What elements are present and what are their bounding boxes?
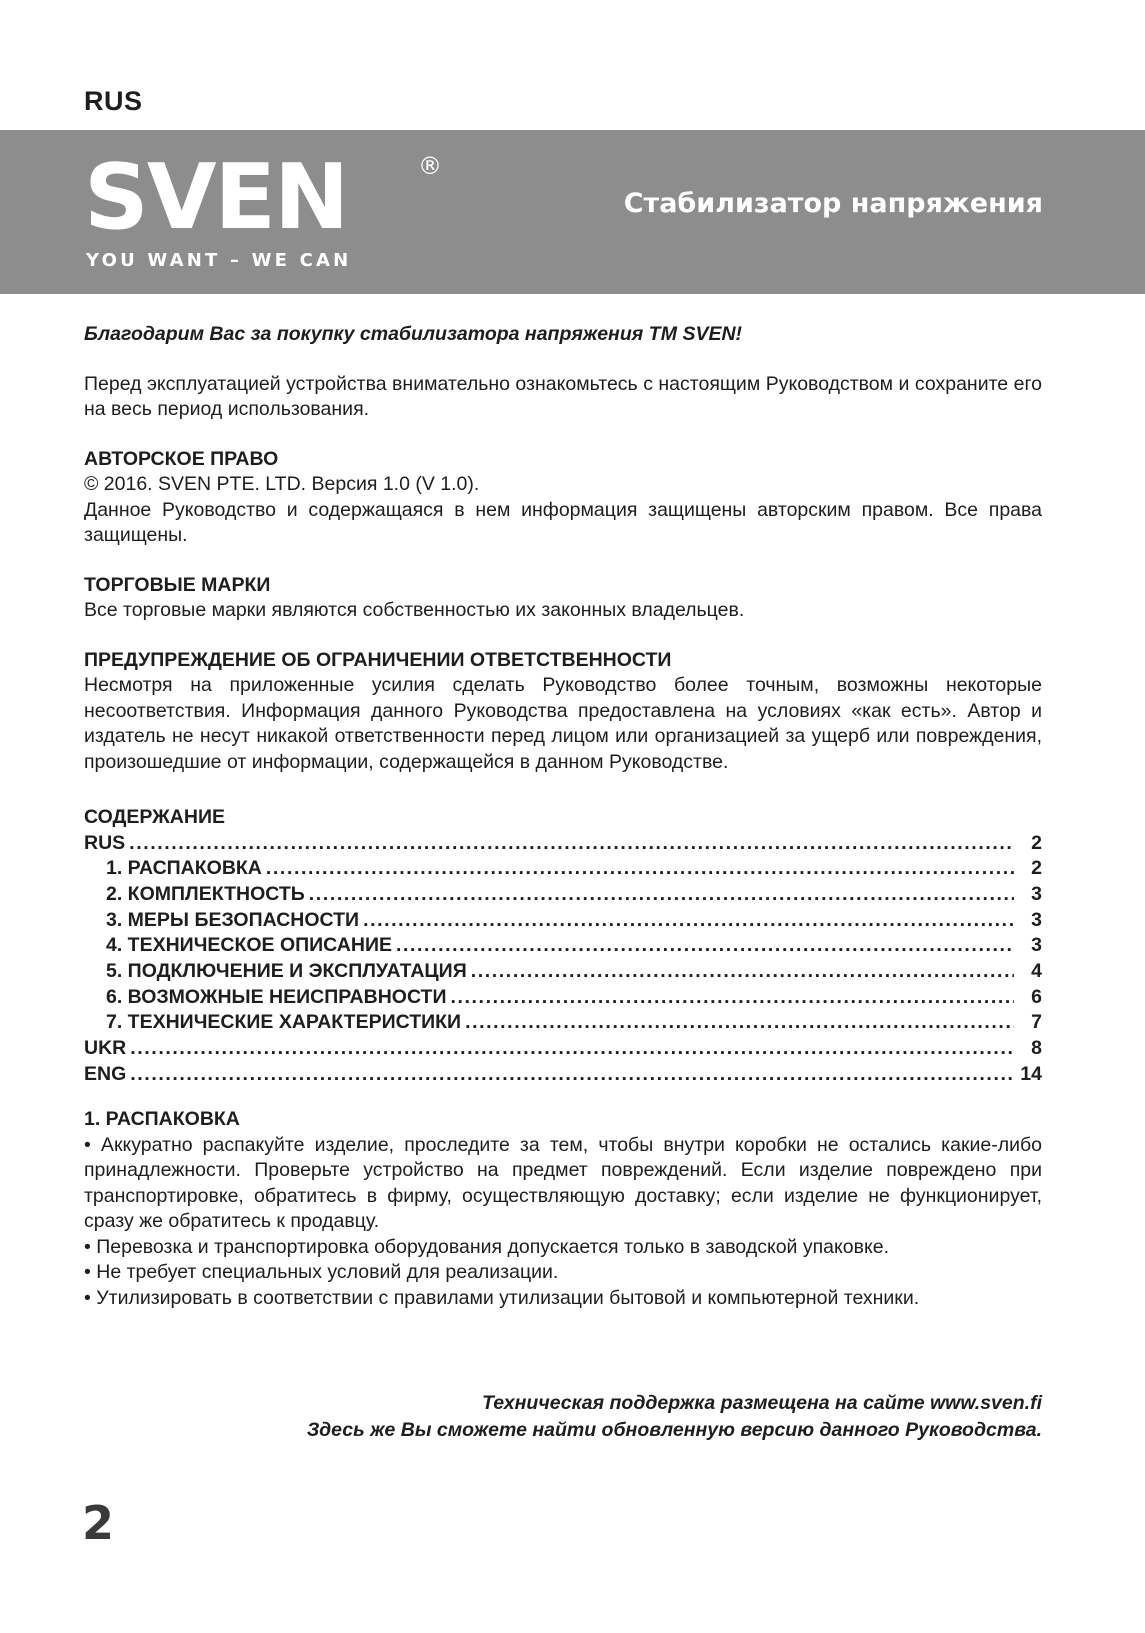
update-line: Здесь же Вы сможете найти обновленную версию данного Руководства.: [306, 1419, 1042, 1441]
toc-entry-label: 1. РАСПАКОВКА: [106, 857, 262, 880]
trademarks-heading: ТОРГОВЫЕ МАРКИ: [84, 573, 271, 596]
toc-entry[interactable]: [84, 985, 1042, 1011]
unpacking-bullet: • Аккуратно распакуйте изделие, проследите за тем, чтобы внутри коробки не остались какие-либо принадлежности. Проверьте устройство на предмет повреждений. Если изделие повреждено при транспортировке, обратитесь в фирму, осуществляющую доставку; если изделие не функционирует, сразу же обратитесь к продавцу.: [84, 1133, 1042, 1233]
unpacking-bullet: • Утилизировать в соответствии с правилами утилизации бытовой и компьютерной техники.: [84, 1286, 920, 1309]
toc-entry-page: 2: [1031, 831, 1042, 854]
copyright-section: [84, 447, 1042, 549]
toc-entry[interactable]: [84, 882, 1042, 908]
copyright-text: Данное Руководство и содержащаяся в нем информация защищены авторским правом. Все права защищены.: [84, 498, 1042, 546]
toc-entry-label: UKR: [84, 1037, 127, 1059]
toc-entry[interactable]: [84, 933, 1042, 959]
toc-entry-page: 7: [1031, 1011, 1042, 1034]
toc-entry-label: 4. ТЕХНИЧЕСКОЕ ОПИСАНИЕ: [106, 934, 392, 957]
support-line: Техническая поддержка размещена на сайте www.sven.fi: [482, 1392, 1042, 1414]
logo-wordmark: SVEN: [84, 145, 348, 250]
toc-entry-label: ENG: [84, 1062, 127, 1085]
toc-leader-dots: [465, 1010, 1014, 1036]
toc-entry-page: 3: [1031, 882, 1042, 905]
sven-logo: [84, 145, 444, 296]
toc-entry-page: 8: [1031, 1037, 1042, 1059]
toc-leader-dots: [129, 831, 1014, 857]
registered-mark: ®: [418, 152, 442, 180]
language-code: RUS: [84, 86, 143, 116]
thanks-text: Благодарим Вас за покупку стабилизатора напряжения ТМ SVEN!: [84, 323, 743, 345]
toc-entry[interactable]: [84, 1062, 1042, 1088]
toc-entry-page: 2: [1031, 857, 1042, 880]
toc-entry-page: 14: [1020, 1062, 1042, 1085]
toc-entry[interactable]: [84, 959, 1042, 985]
document-title: Стабилизатор напряжения: [623, 188, 1043, 219]
toc-leader-dots: [309, 882, 1014, 908]
intro-paragraph: Перед эксплуатацией устройства внимательно ознакомьтесь с настоящим Руководством и сохраните его на весь период использования.: [84, 372, 1042, 420]
trademarks-text: Все торговые марки являются собственностью их законных владельцев.: [84, 599, 745, 621]
toc-leader-dots: [266, 856, 1014, 882]
unpacking-bullet: • Перевозка и транспортировка оборудования допускается только в заводской упаковке.: [84, 1235, 889, 1258]
toc-entry[interactable]: [84, 831, 1042, 857]
unpacking-bullet: • Не требует специальных условий для реализации.: [84, 1261, 559, 1284]
table-of-contents: [84, 805, 1042, 1087]
toc-entry[interactable]: [84, 908, 1042, 934]
toc-entry-label: RUS: [84, 831, 126, 854]
toc-leader-dots: [396, 933, 1014, 959]
page-content: [84, 322, 1042, 1311]
copyright-version: © 2016. SVEN PTE. LTD. Версия 1.0 (V 1.0).: [84, 473, 480, 495]
disclaimer-heading: ПРЕДУПРЕЖДЕНИЕ ОБ ОГРАНИЧЕНИИ ОТВЕТСТВЕННОСТИ: [84, 648, 672, 671]
toc-leader-dots: [130, 1036, 1014, 1062]
support-footer: [307, 1390, 1042, 1444]
trademarks-section: [84, 573, 1042, 624]
disclaimer-section: [84, 648, 1042, 776]
toc-leader-dots: [450, 985, 1014, 1011]
unpacking-section: [84, 1107, 1042, 1311]
toc-entry-label: 7. ТЕХНИЧЕСКИЕ ХАРАКТЕРИСТИКИ: [106, 1011, 462, 1034]
unpacking-heading: 1. РАСПАКОВКА: [84, 1108, 240, 1131]
toc-entry[interactable]: [84, 1010, 1042, 1036]
toc-entry[interactable]: [84, 1036, 1042, 1062]
toc-leader-dots: [363, 908, 1014, 934]
toc-leader-dots: [471, 959, 1014, 985]
toc-entry-label: 3. МЕРЫ БЕЗОПАСНОСТИ: [106, 908, 360, 931]
toc-entry-label: 6. ВОЗМОЖНЫЕ НЕИСПРАВНОСТИ: [106, 985, 447, 1008]
toc-entry-label: 5. ПОДКЛЮЧЕНИЕ И ЭКСПЛУАТАЦИЯ: [106, 959, 467, 982]
toc-heading: СОДЕРЖАНИЕ: [84, 806, 225, 828]
disclaimer-text: Несмотря на приложенные усилия сделать Руководство более точным, возможны некоторые несоответствия. Информация данного Руководства предоставлена на условиях «как есть». Автор и издатель не несут никакой ответственности перед лицом или организацией за ущерб или повреждения, произошедшие от информации, содержащейся в данном Руководстве.: [84, 674, 1042, 773]
logo-tagline: YOU WANT – WE CAN: [86, 250, 352, 271]
toc-entry-page: 3: [1031, 908, 1042, 931]
toc-entry[interactable]: [84, 856, 1042, 882]
toc-entry-page: 4: [1031, 959, 1042, 982]
toc-entry-page: 3: [1031, 934, 1042, 957]
page-number: 2: [82, 1496, 115, 1550]
copyright-heading: АВТОРСКОЕ ПРАВО: [84, 447, 279, 470]
header-banner: [0, 130, 1145, 294]
toc-leader-dots: [130, 1062, 1014, 1088]
toc-entry-page: 6: [1031, 985, 1042, 1008]
toc-entry-label: 2. КОМПЛЕКТНОСТЬ: [106, 882, 305, 905]
